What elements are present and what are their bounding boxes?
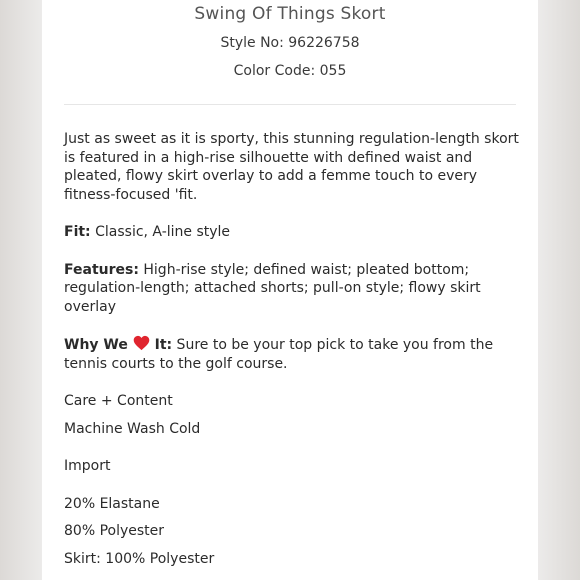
description-text: Just as sweet as it is sporty, this stunning regulation-length skort is featured in a high-rise silhouette with defined waist and pleated, flowy skirt overlay to add a femme touch to every fitness-focused 'fit. — [64, 131, 519, 203]
why-we-label-start: Why We — [64, 337, 133, 353]
fit-value: Classic, A-line style — [90, 224, 231, 240]
care-wash: Machine Wash Cold — [64, 420, 201, 437]
fit-line — [64, 223, 524, 242]
left-frame-border — [0, 0, 42, 580]
why-we-love-line — [64, 335, 524, 373]
why-we-love-value: Sure to be your top pick to take you from the tennis courts to the golf course. — [64, 337, 494, 372]
features-line — [64, 261, 524, 317]
fit-label: Fit: — [64, 224, 91, 240]
care-origin: Import — [64, 458, 111, 474]
material-item: 20% Elastane — [64, 495, 160, 512]
product-details-card — [42, 0, 538, 580]
why-we-label-end: It: — [149, 337, 173, 353]
material-item: Skirt: 100% Polyester — [64, 550, 215, 567]
material-item: 80% Polyester — [64, 523, 165, 539]
features-value: High-rise style; defined waist; pleated bottom; regulation-length; attached shorts; pull-on style; flowy skirt overlay — [64, 261, 481, 315]
product-description-section — [64, 130, 524, 568]
right-frame-border — [538, 0, 580, 580]
color-code: Color Code: 055 — [233, 63, 347, 79]
features-label: Features: — [64, 261, 139, 278]
style-number: Style No: 96226758 — [220, 35, 360, 51]
product-title: Swing Of Things Skort — [194, 4, 386, 24]
section-divider — [64, 104, 516, 105]
red-heart-icon — [133, 335, 150, 351]
care-heading: Care + Content — [64, 393, 173, 409]
